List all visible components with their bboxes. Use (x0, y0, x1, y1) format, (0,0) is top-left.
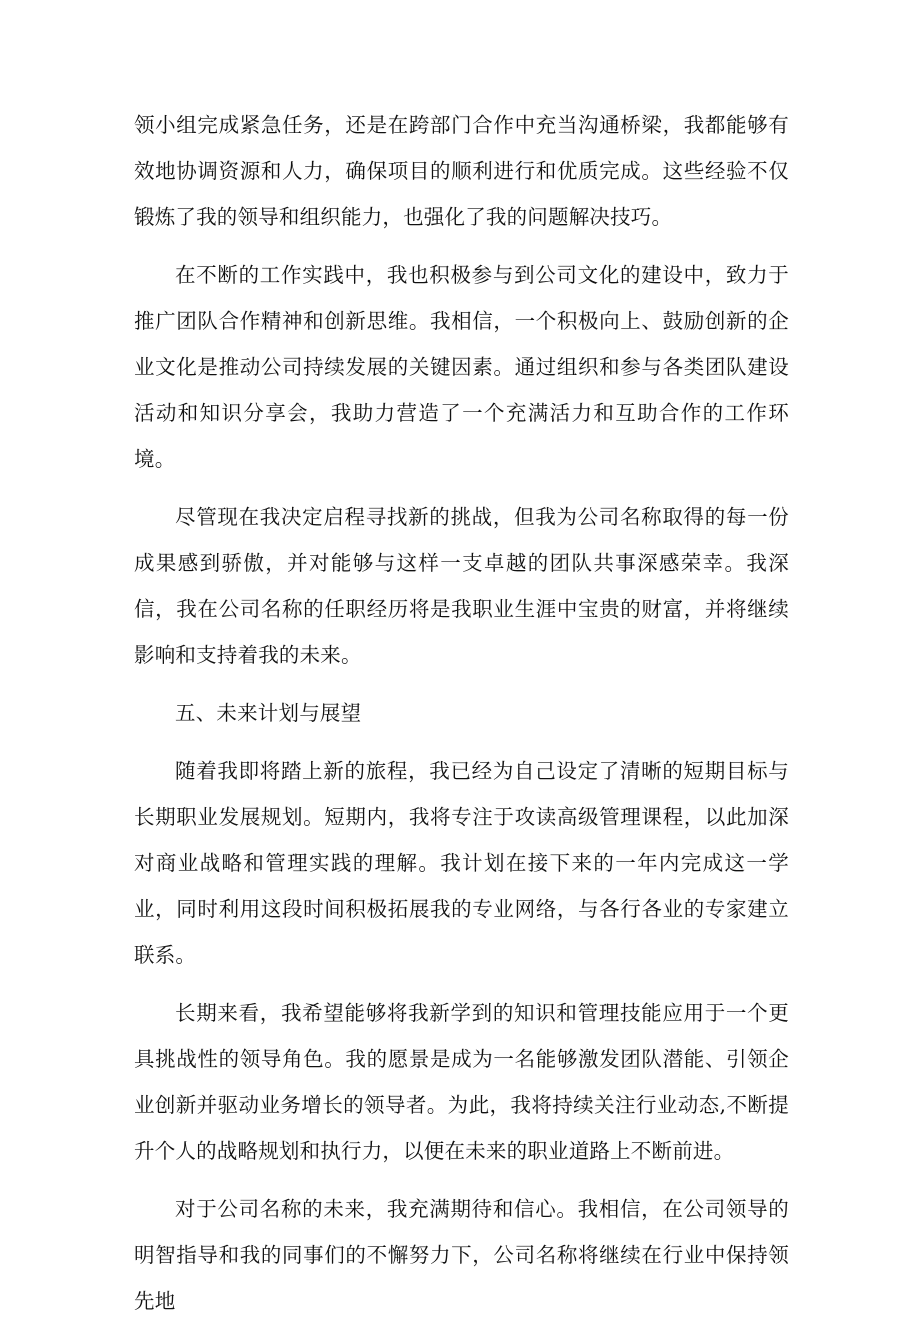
section-heading-future-plans: 五、未来计划与展望 (175, 701, 362, 725)
paragraph-company-future: 对于公司名称的未来，我充满期待和信心。我相信，在公司领导的明智指导和我的同事们的不懈努力下，公司名称将继续在行业中保持领先地 (134, 1197, 789, 1313)
paragraph-company-culture: 在不断的工作实践中，我也积极参与到公司文化的建设中，致力于推广团队合作精神和创新思维。我相信，一个积极向上、鼓励创新的企业文化是推动公司持续发展的关键因素。通过组织和参与各类团队建设活动和知识分享会，我助力营造了一个充满活力和互助合作的工作环境。 (134, 263, 789, 471)
paragraph-short-term-goals: 随着我即将踏上新的旅程，我已经为自己设定了清晰的短期目标与长期职业发展规划。短期内，我将专注于攻读高级管理课程，以此加深对商业战略和管理实践的理解。我计划在接下来的一年内完成这一学业，同时利用这段时间积极拓展我的专业网络，与各行各业的专家建立联系。 (134, 759, 789, 967)
paragraph-long-term-vision: 长期来看，我希望能够将我新学到的知识和管理技能应用于一个更具挑战性的领导角色。我的愿景是成为一名能够激发团队潜能、引领企业创新并驱动业务增长的领导者。为此，我将持续关注行业动态,不断提升个人的战略规划和执行力，以便在未来的职业道路上不断前进。 (134, 1001, 789, 1163)
paragraph-continued: 领小组完成紧急任务，还是在跨部门合作中充当沟通桥梁，我都能够有效地协调资源和人力，确保项目的顺利进行和优质完成。这些经验不仅锻炼了我的领导和组织能力，也强化了我的问题解决技巧。 (134, 113, 789, 229)
document-body (134, 102, 789, 1336)
paragraph-new-challenge: 尽管现在我决定启程寻找新的挑战，但我为公司名称取得的每一份成果感到骄傲，并对能够与这样一支卓越的团队共事深感荣幸。我深信，我在公司名称的任职经历将是我职业生涯中宝贵的财富，并将继续影响和支持着我的未来。 (134, 505, 789, 667)
